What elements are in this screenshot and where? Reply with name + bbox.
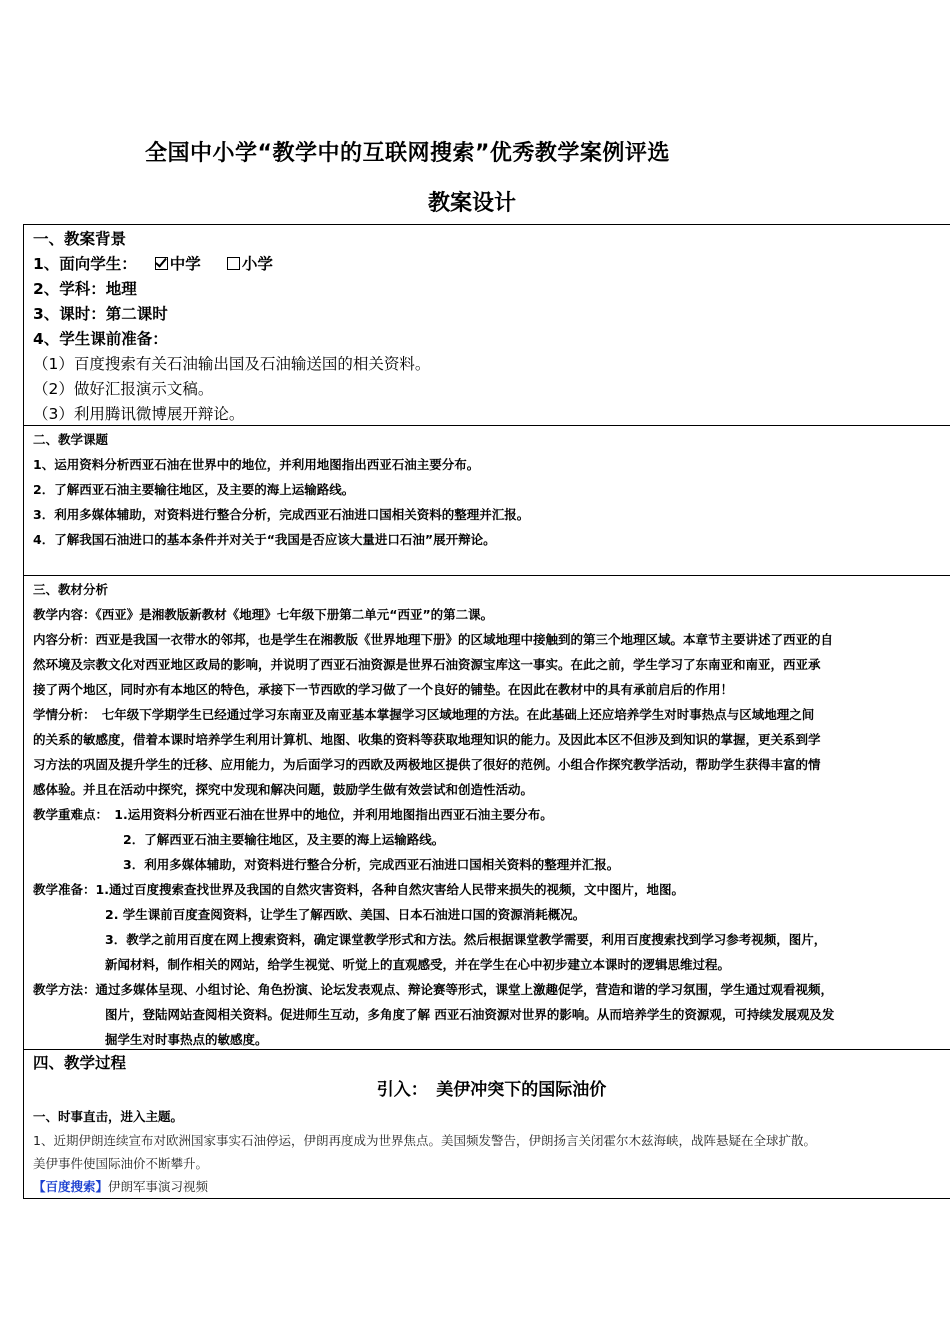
unchecked-box-icon[interactable] [227, 257, 240, 270]
prep-item: （3）利用腾讯微博展开辩论。 [33, 405, 245, 423]
key-point-item: 2．了解西亚石油主要输往地区，及主要的海上运输路线。 [123, 832, 445, 847]
option-middle: 中学 [169, 255, 201, 273]
audience-row [33, 252, 950, 277]
topic-item: 2．了解西亚石油主要输往地区，及主要的海上运输路线。 [33, 482, 355, 497]
process-paragraph-line: 美伊事件使国际油价不断攀升。 [33, 1156, 209, 1171]
sub-heading: 一、时事直击，进入主题。 [33, 1109, 184, 1124]
section-teaching-process [24, 1049, 950, 1199]
prep-heading: 4、学生课前准备： [33, 330, 168, 348]
prep-item: （1）百度搜索有关石油输出国及石油输送国的相关资料。 [33, 355, 431, 373]
process-paragraph-line: 1、近期伊朗连续宣布对欧洲国家事实石油停运，伊朗再度成为世界焦点。美国频发警告，伊朗扬言关闭霍尔木兹海峡，战阵悬疑在全球扩散。 [33, 1133, 816, 1148]
option-primary: 小学 [241, 255, 273, 273]
analysis-line: 内容分析：西亚是我国一衣带水的邻邦，也是学生在湘教版《世界地理下册》的区域地理中接触到的第三个地理区域。本章节主要讲述了西亚的自 [33, 632, 834, 647]
key-point-item: 3．利用多媒体辅助，对资料进行整合分析，完成西亚石油进口国相关资料的整理并汇报。 [123, 857, 620, 872]
analysis-line: 感体验。并且在活动中探究，探究中发现和解决问题，鼓励学生做有效尝试和创造性活动。 [33, 782, 534, 797]
section-material-analysis [24, 575, 950, 1049]
analysis-line: 学情分析： 七年级下学期学生已经通过学习东南亚及南亚基本掌握学习区域地理的方法。在此基础上还应培养学生对时事热点与区域地理之间 [33, 707, 815, 722]
baidu-search-text: 伊朗军事演习视频 [108, 1179, 209, 1194]
teaching-prep-item: 3．教学之前用百度在网上搜索资料，确定课堂教学形式和方法。然后根据课堂教学需要，利用百度搜索找到学习参考视频，图片， [105, 932, 827, 947]
teaching-method-item: 掘学生对时事热点的敏感度。 [105, 1032, 268, 1047]
section-background [24, 225, 950, 425]
analysis-line: 习方法的巩固及提升学生的迁移、应用能力，为后面学习的西欧及两极地区提供了很好的范例。小组合作探究教学活动，帮助学生获得丰富的情 [33, 757, 821, 772]
topic-item: 4．了解我国石油进口的基本条件并对关于“我国是否应该大量进口石油”展开辩论。 [33, 532, 496, 547]
teaching-method-item: 图片，登陆网站查阅相关资料。促进师生互动，多角度了解 西亚石油资源对世界的影响。从而培养学生的资源观，可持续发展观及发 [105, 1007, 835, 1022]
intro-title: 引入： 美伊冲突下的国际油价 [376, 1080, 607, 1100]
topic-item: 1、运用资料分析西亚石油在世界中的地位，并利用地图指出西亚石油主要分布。 [33, 457, 480, 472]
baidu-search-row [33, 1175, 950, 1198]
section-heading: 二、教学课题 [33, 432, 109, 447]
analysis-line: 教学内容：《西亚》是湘教版新教材《地理》七年级下册第二单元“西亚”的第二课。 [33, 607, 494, 622]
section-heading: 三、教材分析 [33, 582, 109, 597]
teaching-prep-item: 2. 学生课前百度查阅资料，让学生了解西欧、美国、日本石油进口国的资源消耗概况。 [105, 907, 586, 922]
section-heading: 一、教案背景 [33, 230, 127, 248]
teaching-method-line: 教学方法：通过多媒体呈现、小组讨论、角色扮演、论坛发表观点、辩论赛等形式，课堂上激趣促学，营造和谐的学习氛围，学生通过观看视频， [33, 982, 834, 997]
section-topic [24, 425, 950, 575]
topic-item: 3．利用多媒体辅助，对资料进行整合分析，完成西亚石油进口国相关资料的整理并汇报。 [33, 507, 530, 522]
teaching-prep-line: 教学准备：1.通过百度搜索查找世界及我国的自然灾害资料，各种自然灾害给人民带来损失的视频，文中图片，地图。 [33, 882, 684, 897]
analysis-line: 然环境及宗教文化对西亚地区政局的影响，并说明了西亚石油资源是世界石油资源宝库这一事实。在此之前，学生学习了东南亚和南亚，西亚承 [33, 657, 821, 672]
lesson-plan-table [23, 224, 950, 1199]
checked-box-icon[interactable] [155, 257, 168, 270]
period-line: 3、课时：第二课时 [33, 305, 168, 323]
section-heading: 四、教学过程 [33, 1054, 127, 1072]
audience-label: 1、面向学生： [33, 255, 137, 273]
analysis-line: 的关系的敏感度，借着本课时培养学生利用计算机、地图、收集的资料等获取地理知识的能力。及因此本区不但涉及到知识的掌握，更关系到学 [33, 732, 821, 747]
analysis-line: 接了两个地区，同时亦有本地区的特色，承接下一节西欧的学习做了一个良好的铺垫。在因此在教材中的具有承前启后的作用！ [33, 682, 734, 697]
prep-item: （2）做好汇报演示文稿。 [33, 380, 214, 398]
page-title: 全国中小学“教学中的互联网搜索”优秀教学案例评选 [145, 141, 670, 166]
page-subtitle: 教案设计 [428, 191, 517, 216]
analysis-line: 教学重难点： 1.运用资料分析西亚石油在世界中的地位，并利用地图指出西亚石油主要分布。 [33, 807, 553, 822]
teaching-prep-item: 新闻材料，制作相关的网站，给学生视觉、听觉上的直观感受，并在学生在心中初步建立本课时的逻辑思维过程。 [105, 957, 731, 972]
baidu-search-tag[interactable]: 【百度搜索】 [33, 1179, 109, 1194]
subject-line: 2、学科：地理 [33, 280, 137, 298]
